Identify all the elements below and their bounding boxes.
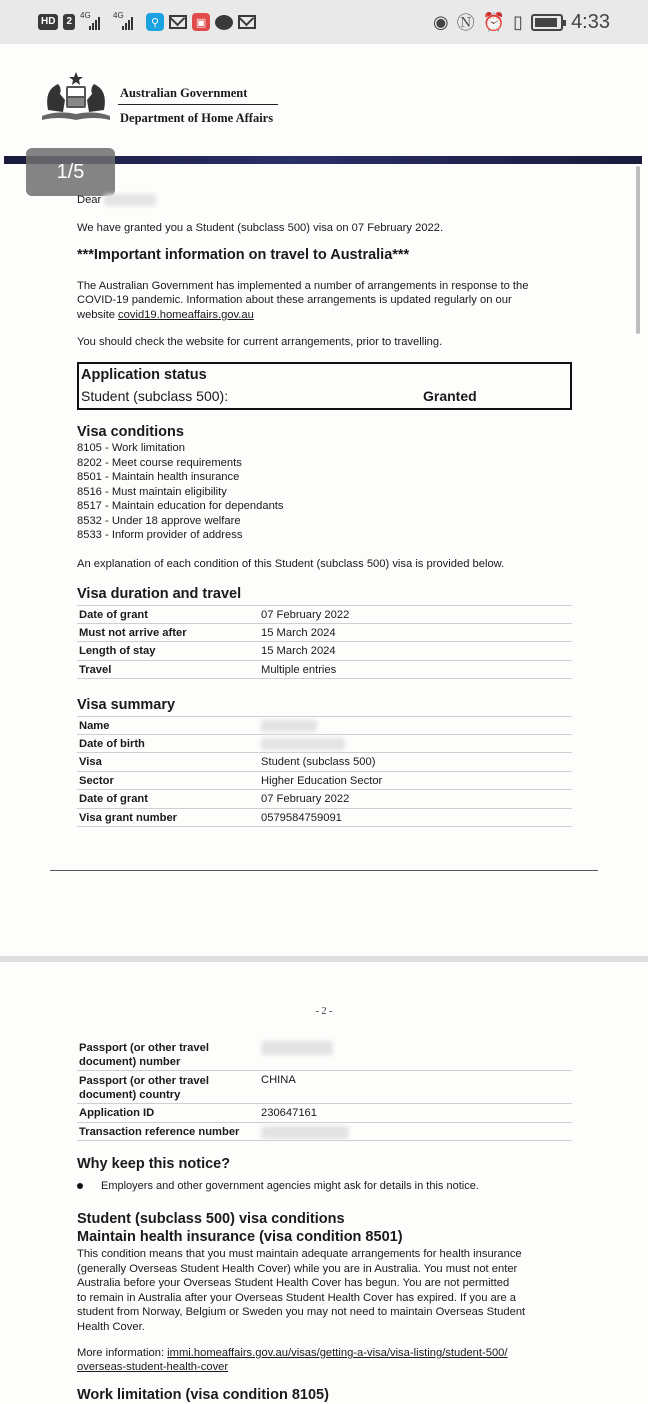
chat-icon: [215, 15, 233, 30]
nfc-icon: Ⓝ: [456, 13, 475, 33]
document-page-1[interactable]: [0, 44, 648, 956]
table-row: [77, 661, 572, 680]
health-line: student from Norway, Belgium or Sweden you may not need to maintain Overseas Student: [77, 1306, 526, 1318]
signal-icon: [80, 12, 108, 32]
covid-line-3: website: [77, 308, 115, 321]
redacted-passport-number: [261, 1041, 333, 1055]
table-row: [77, 735, 572, 754]
header-divider: [118, 104, 278, 105]
important-heading: ***Important information on travel to Australia***: [77, 247, 410, 263]
more-info: [77, 1346, 508, 1375]
row-label: Name: [79, 720, 110, 732]
row-value: 07 February 2022: [261, 793, 350, 805]
condition-item: 8516 - Must maintain eligibility: [77, 485, 227, 498]
table-row: [77, 772, 572, 791]
row-label: Travel: [79, 663, 112, 676]
visa-summary-title: Visa summary: [77, 697, 176, 713]
redacted-dob-value: [261, 738, 345, 750]
row-label: Transaction reference number: [79, 1125, 240, 1138]
visa-duration-table: [77, 605, 572, 679]
row-label: Application ID: [79, 1107, 155, 1119]
row-label: [79, 1041, 209, 1069]
page-number: - 2 -: [315, 1006, 333, 1017]
application-status-box: [77, 362, 572, 410]
network-type-label: 4G: [80, 11, 91, 20]
condition-item: 8532 - Under 18 approve welfare: [77, 514, 241, 527]
scrollbar[interactable]: [636, 166, 640, 334]
search-app-icon: ⚲: [146, 13, 164, 31]
table-row: [77, 809, 572, 828]
row-value: 15 March 2024: [261, 645, 336, 657]
row-label-line: document) number: [79, 1056, 181, 1068]
table-row: [77, 642, 572, 661]
covid-line-2: COVID-19 pandemic. Information about these arrangements is updated regularly on our: [77, 294, 512, 307]
health-line: to remain in Australia after your Overseas Student Health Cover has expired. If you are a: [77, 1291, 517, 1304]
row-label-line: document) country: [79, 1089, 181, 1101]
condition-item: 8105 - Work limitation: [77, 442, 185, 454]
row-value: 15 March 2024: [261, 626, 336, 639]
greeting-text: Dear: [77, 194, 102, 206]
table-row: [77, 753, 572, 772]
government-name: Australian Government: [120, 86, 248, 100]
health-insurance-text: [77, 1247, 525, 1334]
mail-icon-2: [238, 15, 256, 29]
coat-of-arms-logo: [38, 70, 114, 126]
row-value: 07 February 2022: [261, 609, 350, 621]
eye-icon: ◉: [433, 11, 449, 32]
row-value: CHINA: [261, 1074, 296, 1086]
row-value: Higher Education Sector: [261, 774, 383, 787]
network-type-label-2: 4G: [113, 11, 124, 20]
passport-table: [77, 1038, 572, 1141]
table-row: [77, 716, 572, 735]
row-label: Visa: [79, 756, 102, 768]
application-status-value: Granted: [423, 388, 477, 404]
health-cover-link-cont[interactable]: overseas-student-health-cover: [77, 1361, 229, 1374]
application-status-title: Application status: [81, 367, 207, 383]
status-bar: [0, 0, 648, 44]
row-value: [261, 738, 345, 750]
clock: 4:33: [571, 10, 610, 33]
row-label: Date of birth: [79, 737, 145, 750]
health-cover-link[interactable]: immi.homeaffairs.gov.au/visas/getting-a-visa/visa-listing/student-500/: [167, 1347, 508, 1359]
health-line: Health Cover.: [77, 1320, 145, 1333]
visa-conditions-list: [77, 441, 284, 543]
visa-summary-table: [77, 716, 572, 827]
redacted-transaction-ref: [261, 1126, 349, 1139]
row-label: Must not arrive after: [79, 626, 187, 639]
intro-text: We have granted you a Student (subclass 500) visa on 07 February 2022.: [77, 222, 444, 234]
health-line: (generally Overseas Student Health Cover) while you are in Australia. You must not enter: [77, 1262, 518, 1275]
visa-conditions-title: Visa conditions: [77, 424, 184, 440]
table-row: [77, 1071, 572, 1104]
page-indicator: 1/5: [26, 148, 115, 196]
battery-icon: [531, 14, 563, 31]
row-value: [261, 720, 317, 732]
document-page-2[interactable]: [0, 962, 648, 1404]
more-info-label: More information:: [77, 1347, 165, 1359]
red-app-icon: ▣: [192, 13, 210, 31]
bullet-icon: [77, 1183, 83, 1189]
work-limitation-title: Work limitation (visa condition 8105): [77, 1387, 329, 1403]
redacted-name: [104, 194, 156, 206]
check-website-text: You should check the website for current arrangements, prior to travelling.: [77, 336, 443, 348]
conditions-explanation: An explanation of each condition of this Student (subclass 500) visa is provided below.: [77, 558, 505, 570]
condition-item: 8517 - Maintain education for dependants: [77, 500, 284, 512]
why-keep-bullet: [77, 1180, 479, 1192]
sim-badge: 2: [63, 14, 75, 30]
table-row: [77, 1038, 572, 1071]
application-status-label: Student (subclass 500):: [81, 388, 229, 404]
page-end-divider: [50, 870, 598, 871]
row-value: [261, 1041, 333, 1055]
department-name: Department of Home Affairs: [120, 111, 274, 125]
covid-paragraph: [77, 279, 528, 322]
row-value: Student (subclass 500): [261, 756, 376, 768]
row-value: [261, 1126, 349, 1139]
table-row: [77, 624, 572, 643]
visa-duration-title: Visa duration and travel: [77, 586, 242, 602]
condition-item: 8202 - Meet course requirements: [77, 456, 242, 469]
signal-icon-2: [113, 12, 141, 32]
vibrate-icon: ▯: [513, 11, 524, 32]
row-label: Date of grant: [79, 793, 148, 805]
hd-badge: HD: [38, 14, 58, 30]
condition-item: 8533 - Inform provider of address: [77, 529, 243, 541]
row-value: 230647161: [261, 1107, 317, 1119]
alarm-icon: ⏰: [482, 11, 506, 32]
redacted-name-value: [261, 720, 317, 732]
health-insurance-title: Maintain health insurance (visa condition 8501): [77, 1229, 403, 1245]
row-label: [79, 1074, 209, 1102]
covid-website-link[interactable]: covid19.homeaffairs.gov.au: [118, 308, 254, 321]
row-label-line: Passport (or other travel: [79, 1042, 209, 1054]
row-value: Multiple entries: [261, 663, 337, 676]
condition-item: 8501 - Maintain health insurance: [77, 471, 240, 483]
table-row: [77, 1123, 572, 1142]
table-row: [77, 1104, 572, 1123]
mail-icon: [169, 15, 187, 29]
why-keep-title: Why keep this notice?: [77, 1156, 231, 1172]
covid-line-1: The Australian Government has implemented a number of arrangements in response to the: [77, 280, 529, 292]
row-label-line: Passport (or other travel: [79, 1075, 209, 1087]
row-label: Sector: [79, 774, 114, 787]
greeting: [77, 193, 156, 207]
health-line: This condition means that you must maintain adequate arrangements for health insurance: [77, 1248, 522, 1260]
row-label: Date of grant: [79, 609, 148, 621]
table-row: [77, 790, 572, 809]
bullet-text: Employers and other government agencies might ask for details in this notice.: [101, 1180, 479, 1192]
row-label: Length of stay: [79, 645, 156, 657]
row-value: 0579584759091: [261, 811, 342, 824]
conditions-title: Student (subclass 500) visa conditions: [77, 1211, 345, 1227]
table-row: [77, 605, 572, 624]
row-label: Visa grant number: [79, 811, 178, 824]
health-line: Australia before your Overseas Student Health Cover has begun. You are not permitted: [77, 1277, 510, 1289]
